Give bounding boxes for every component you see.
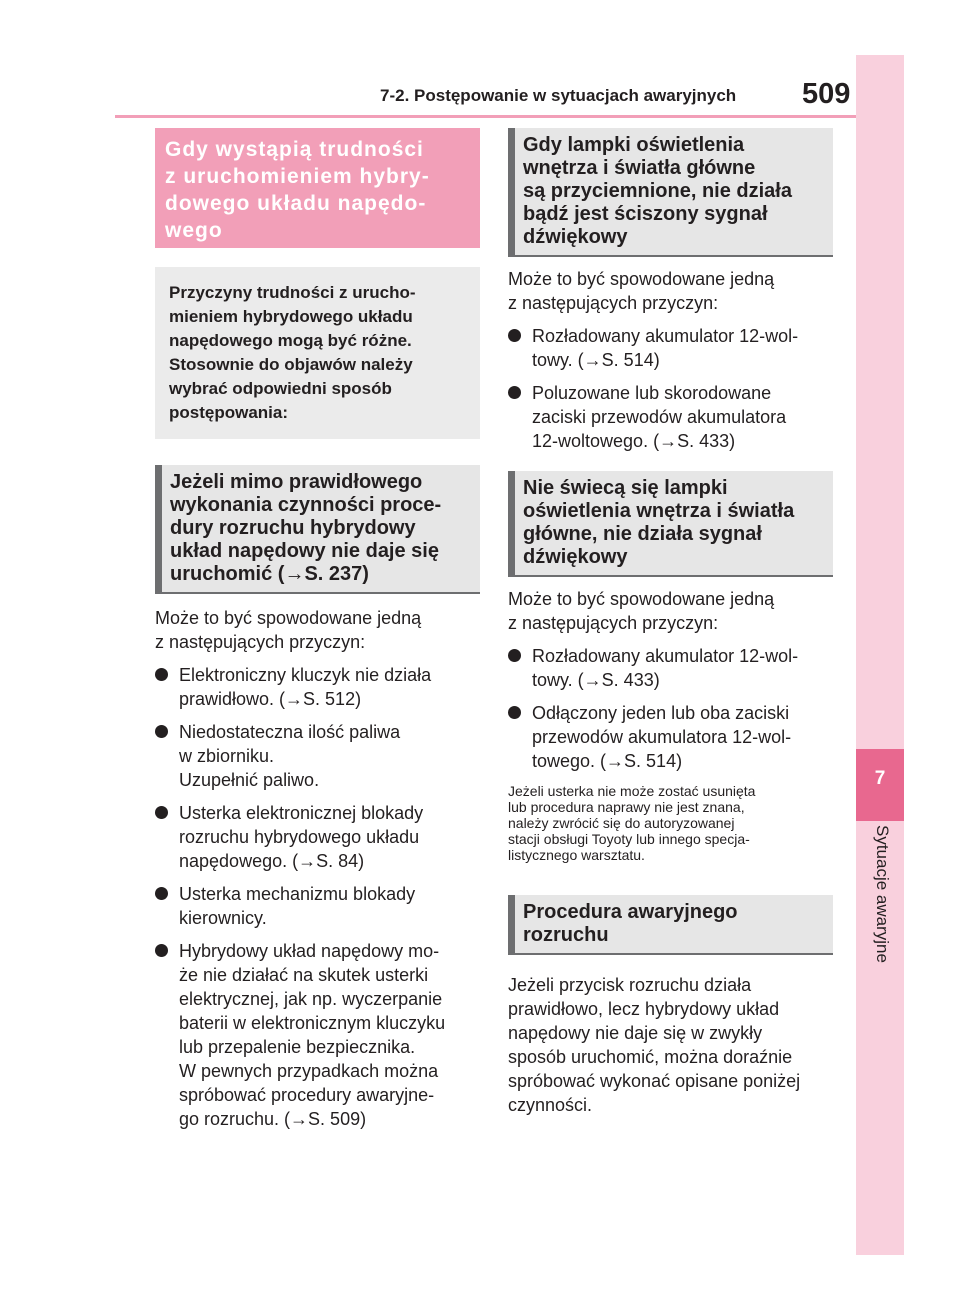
paragraph-line: spróbować wykonać opisane poniżej: [508, 1071, 801, 1091]
bullet-item: [155, 801, 480, 873]
intro-line: wybrać odpowiedni sposób: [169, 379, 392, 398]
heading-line: dźwiękowy: [523, 226, 628, 248]
bullet-line: przewodów akumulatora 12-wol-: [532, 727, 792, 747]
header-rule: [115, 115, 856, 118]
bullet-line: rozruchu hybrydowego układu: [179, 827, 420, 847]
bullet-dot-icon: [155, 725, 168, 738]
bullet-item: [508, 644, 833, 692]
bullet-line: towy. (→S. 514): [532, 350, 660, 370]
topic-title-line: Gdy wystąpią trudności: [165, 138, 424, 161]
topic-title-line: z uruchomieniem hybry-: [165, 165, 430, 188]
bullet-dot-icon: [155, 944, 168, 957]
bullet-dot-icon: [508, 706, 521, 719]
bullet-line: W pewnych przypadkach można: [179, 1061, 439, 1081]
section-heading-emergency-start: [508, 895, 833, 955]
bullet-line: baterii w elektronicznym kluczyku: [179, 1013, 446, 1033]
heading-line: Nie świecą się lampki: [523, 477, 728, 499]
section-heading-no-lights: [508, 471, 833, 577]
chapter-number: 7: [856, 749, 904, 821]
right-column: [508, 128, 833, 1117]
bullet-item: [508, 324, 833, 372]
bullet-line: Uzupełnić paliwo.: [179, 770, 320, 790]
intro-box: [155, 267, 480, 439]
lead-paragraph: [155, 606, 480, 654]
intro-line: napędowego mogą być różne.: [169, 331, 412, 350]
heading-line: oświetlenia wnętrza i światła: [523, 500, 795, 522]
heading-line: Jeżeli mimo prawidłowego: [170, 471, 423, 493]
heading-line: układ napędowy nie daje się: [170, 540, 439, 562]
bullet-line: Odłączony jeden lub oba zaciski: [532, 703, 790, 723]
bullet-line: Elektroniczny kluczyk nie działa: [179, 665, 432, 685]
chapter-side-tab: [856, 55, 904, 1255]
heading-line: rozruchu: [523, 924, 609, 946]
bullet-line: Hybrydowy układ napędowy mo-: [179, 941, 440, 961]
heading-line: dźwiękowy: [523, 546, 628, 568]
paragraph-line: napędowy nie daje się w zwykły: [508, 1023, 763, 1043]
lead-line: z następujących przyczyn:: [508, 613, 719, 633]
bullet-line: 12-woltowego. (→S. 433): [532, 431, 736, 451]
paragraph-line: Jeżeli przycisk rozruchu działa: [508, 975, 752, 995]
topic-title-line: dowego układu napędo-: [165, 192, 427, 215]
bullet-line: napędowego. (→S. 84): [179, 851, 365, 871]
note-line: listycznego warsztatu.: [508, 847, 645, 863]
bullet-line: go rozruchu. (→S. 509): [179, 1109, 367, 1129]
heading-line: Gdy lampki oświetlenia: [523, 134, 745, 156]
bullet-dot-icon: [508, 649, 521, 662]
bullet-line: Niedostateczna ilość paliwa: [179, 722, 401, 742]
bullet-line: że nie działać na skutek usterki: [179, 965, 429, 985]
intro-line: mieniem hybrydowego układu: [169, 307, 413, 326]
intro-line: Przyczyny trudności z urucho-: [169, 283, 416, 302]
section-heading-start-failure: [155, 465, 480, 594]
section-heading-dim-lights: [508, 128, 833, 257]
paragraph-line: sposób uruchomić, można doraźnie: [508, 1047, 793, 1067]
bullet-dot-icon: [155, 806, 168, 819]
lead-line: Może to być spowodowane jedną: [155, 608, 422, 628]
intro-line: Stosownie do objawów należy: [169, 355, 413, 374]
bullet-line: spróbować procedury awaryjne-: [179, 1085, 435, 1105]
bullet-line: Rozładowany akumulator 12-wol-: [532, 646, 799, 666]
bullet-dot-icon: [155, 887, 168, 900]
bullet-item: [155, 720, 480, 792]
heading-line: są przyciemnione, nie działa: [523, 180, 792, 202]
bullet-item: [155, 939, 480, 1131]
heading-line: Procedura awaryjnego: [523, 901, 738, 923]
bullet-line: zaciski przewodów akumulatora: [532, 407, 787, 427]
lead-line: z następujących przyczyn:: [155, 632, 366, 652]
page-number: 509: [802, 78, 851, 110]
heading-line: dury rozruchu hybrydowy: [170, 517, 416, 539]
bullet-item: [508, 381, 833, 453]
bullet-line: towy. (→S. 433): [532, 670, 660, 690]
note-line: Jeżeli usterka nie może zostać usunięta: [508, 783, 756, 799]
bullet-line: Usterka elektronicznej blokady: [179, 803, 424, 823]
bullet-item: [155, 663, 480, 711]
bullet-line: lub przepalenie bezpiecznika.: [179, 1037, 416, 1057]
heading-line: wnętrza i światła główne: [523, 157, 756, 179]
lead-line: Może to być spowodowane jedną: [508, 269, 775, 289]
bullet-line: prawidłowo. (→S. 512): [179, 689, 362, 709]
note-line: lub procedura naprawy nie jest znana,: [508, 799, 745, 815]
chapter-label: Sytuacje awaryjne: [873, 825, 892, 963]
lead-paragraph: [508, 587, 833, 635]
bullet-dot-icon: [508, 329, 521, 342]
topic-title-line: wego: [165, 219, 223, 242]
left-column: [155, 128, 480, 1131]
intro-line: postępowania:: [169, 403, 289, 422]
lead-line: z następujących przyczyn:: [508, 293, 719, 313]
heading-line: główne, nie działa sygnał: [523, 523, 762, 545]
bullet-line: Usterka mechanizmu blokady: [179, 884, 416, 904]
bullet-item: [508, 701, 833, 773]
paragraph-line: prawidłowo, lecz hybrydowy układ: [508, 999, 780, 1019]
bullet-item: [155, 882, 480, 930]
note-paragraph: [508, 783, 833, 863]
lead-paragraph: [508, 267, 833, 315]
heading-line: bądź jest ściszony sygnał: [523, 203, 768, 225]
note-line: należy zwrócić się do autoryzowanej: [508, 815, 735, 831]
heading-line: uruchomić (→S. 237): [170, 563, 369, 585]
bullet-line: Rozładowany akumulator 12-wol-: [532, 326, 799, 346]
bullet-line: kierownicy.: [179, 908, 267, 928]
bullet-dot-icon: [508, 386, 521, 399]
note-line: stacji obsługi Toyoty lub innego specja-: [508, 831, 750, 847]
bullet-dot-icon: [155, 668, 168, 681]
heading-line: wykonania czynności proce-: [170, 494, 442, 516]
section-title: 7-2. Postępowanie w sytuacjach awaryjnych: [380, 86, 737, 105]
topic-title: [155, 128, 480, 248]
bullet-line: elektrycznej, jak np. wyczerpanie: [179, 989, 443, 1009]
bullet-line: Poluzowane lub skorodowane: [532, 383, 772, 403]
emergency-start-paragraph: [508, 973, 833, 1117]
paragraph-line: czynności.: [508, 1095, 593, 1115]
lead-line: Może to być spowodowane jedną: [508, 589, 775, 609]
bullet-line: towego. (→S. 514): [532, 751, 683, 771]
bullet-line: w zbiorniku.: [179, 746, 275, 766]
